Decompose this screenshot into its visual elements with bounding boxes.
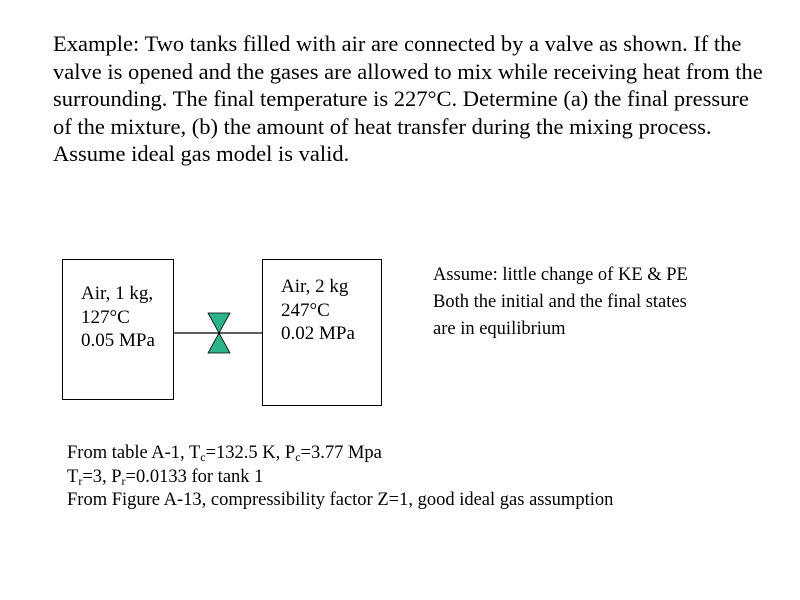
red-sub-1: r bbox=[78, 473, 83, 488]
compressibility-line: From Figure A-13, compressibility factor Z=1, good ideal gas assumption bbox=[67, 490, 614, 510]
critical-properties-line bbox=[67, 442, 613, 466]
tank-1-pressure: 0.05 MPa bbox=[81, 330, 155, 351]
crit-text-1: From table A-1, T bbox=[67, 443, 201, 463]
crit-text-3: =3.77 Mpa bbox=[300, 443, 382, 463]
problem-statement: Example: Two tanks filled with air are connected by a valve as shown. If the valve is opened and the gases are allowed to mix while receiving heat from the surrounding. The final temperature is 227°C. Determine (a) the final pressure of the mixture, (b) the amount of heat transfer during the mixing process. Assume ideal gas model is valid. bbox=[53, 31, 763, 166]
tank-1-temperature: 127°C bbox=[81, 306, 130, 328]
tank-2-mass: Air, 2 kg bbox=[281, 276, 349, 297]
assumption-ke-pe: Assume: little change of KE & PE bbox=[433, 265, 688, 285]
crit-text-2: =132.5 K, P bbox=[205, 443, 296, 463]
red-text-1: T bbox=[67, 466, 79, 487]
red-text-2: =3, P bbox=[82, 466, 122, 487]
assumption-equilibrium: Both the initial and the final states bbox=[433, 292, 687, 312]
reduced-properties-line bbox=[67, 466, 613, 490]
valve-upper-triangle bbox=[208, 313, 230, 333]
red-text-3: =0.0133 for tank 1 bbox=[125, 466, 264, 487]
tank-2-label bbox=[281, 275, 355, 346]
valve-lower-triangle bbox=[208, 333, 230, 353]
crit-sub-1: c bbox=[200, 450, 206, 464]
crit-sub-2: c bbox=[295, 450, 301, 464]
tank-1-label bbox=[81, 282, 155, 353]
red-sub-2: r bbox=[121, 473, 126, 488]
assumptions-block bbox=[433, 262, 688, 343]
valve-icon[interactable] bbox=[208, 313, 230, 353]
tank-2-pressure: 0.02 MPa bbox=[281, 323, 355, 344]
tank-1-mass: Air, 1 kg, bbox=[81, 283, 154, 304]
tank-2-temperature: 247°C bbox=[281, 299, 330, 321]
table-lookup-block bbox=[67, 442, 613, 513]
tank-2 bbox=[262, 259, 382, 406]
assumption-equilibrium-cont: are in equilibrium bbox=[433, 319, 566, 339]
tank-1 bbox=[62, 259, 174, 400]
